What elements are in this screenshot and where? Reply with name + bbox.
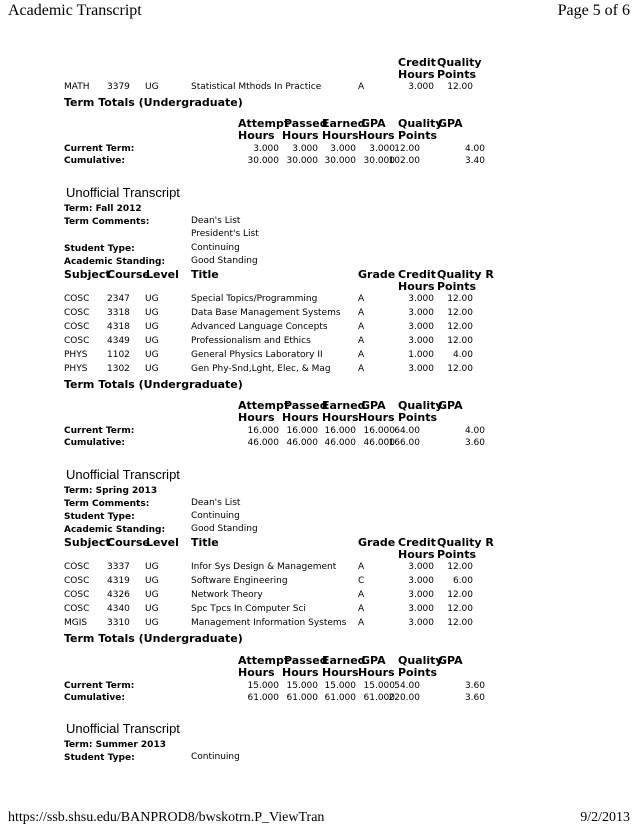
student-type-value: Continuing <box>191 752 240 762</box>
course-number: 4340 <box>107 604 130 614</box>
gpa-hours: 16.000 <box>363 426 395 436</box>
col-earned: Earned <box>322 654 366 667</box>
col-points: Points <box>437 548 477 561</box>
col-header-points: Points <box>437 68 477 81</box>
quality-points: 54.00 <box>394 681 420 691</box>
col-quality: Quality <box>398 399 443 412</box>
course-level: UG <box>145 590 159 600</box>
gpa-hours: 3.000 <box>369 144 395 154</box>
course-grade: A <box>358 322 365 332</box>
course-title: Network Theory <box>191 590 263 600</box>
page-header-title: Academic Transcript <box>8 2 142 19</box>
course-number: 4349 <box>107 336 130 346</box>
attempt-hours: 3.000 <box>253 144 279 154</box>
course-grade: A <box>358 308 365 318</box>
course-credit: 3.000 <box>408 308 434 318</box>
passed-hours: 30.000 <box>286 156 318 166</box>
course-grade: A <box>358 562 365 572</box>
term-totals-heading: Term Totals (Undergraduate) <box>64 96 243 109</box>
earned-hours: 46.000 <box>324 438 356 448</box>
course-credit: 3.000 <box>408 322 434 332</box>
earned-hours: 3.000 <box>330 144 356 154</box>
course-grade: A <box>358 364 365 374</box>
quality-points: 166.00 <box>388 438 420 448</box>
course-title: Infor Sys Design & Management <box>191 562 337 572</box>
passed-hours: 61.000 <box>286 693 318 703</box>
col-hours: Hours <box>282 411 319 424</box>
col-gpa-final: GPA <box>438 117 463 130</box>
section-heading: Unofficial Transcript <box>66 467 180 482</box>
col-hours: Hours <box>358 129 395 142</box>
course-number: 1302 <box>107 364 130 374</box>
col-quality: Quality <box>398 117 443 130</box>
passed-hours: 16.000 <box>286 426 318 436</box>
gpa-value: 3.60 <box>464 438 485 448</box>
gpa-value: 3.40 <box>464 156 485 166</box>
page-footer-date: 9/2/2013 <box>580 810 630 825</box>
quality-points: 64.00 <box>394 426 420 436</box>
col-title: Title <box>191 536 219 549</box>
course-number: 4326 <box>107 590 130 600</box>
col-course: Course <box>107 536 150 549</box>
course-quality: 12.00 <box>447 364 473 374</box>
quality-points: 102.00 <box>388 156 420 166</box>
course-subject: COSC <box>64 308 90 318</box>
col-credit: Credit <box>398 536 436 549</box>
course-quality: 12.00 <box>447 308 473 318</box>
course-subject: COSC <box>64 604 90 614</box>
course-level: UG <box>145 322 159 332</box>
col-passed: Passed <box>284 399 328 412</box>
gpa-hours: 61.000 <box>363 693 395 703</box>
course-grade: A <box>358 604 365 614</box>
col-gpa: GPA <box>361 399 386 412</box>
student-type-label: Student Type: <box>64 244 135 254</box>
col-quality-r: Quality R <box>437 536 494 549</box>
col-hours: Hours <box>322 129 359 142</box>
col-earned: Earned <box>322 117 366 130</box>
term-name: Term: Fall 2012 <box>64 204 142 214</box>
col-quality: Quality <box>398 654 443 667</box>
course-credit: 3.000 <box>408 576 434 586</box>
student-type-value: Continuing <box>191 243 240 253</box>
student-type-value: Continuing <box>191 511 240 521</box>
course-level: UG <box>145 350 159 360</box>
course-title: Statistical Mthods In Practice <box>191 82 322 92</box>
course-level: UG <box>145 336 159 346</box>
gpa-hours: 15.000 <box>363 681 395 691</box>
quality-points: 220.00 <box>388 693 420 703</box>
course-grade: A <box>358 618 365 628</box>
col-course: Course <box>107 268 150 281</box>
section-heading: Unofficial Transcript <box>66 185 180 200</box>
academic-standing-label: Academic Standing: <box>64 525 166 535</box>
course-credit: 3.000 <box>408 590 434 600</box>
course-title: Gen Phy-Snd,Lght, Elec, & Mag <box>191 364 331 374</box>
course-title: Special Topics/Programming <box>191 294 318 304</box>
col-attempt: Attempt <box>238 117 290 130</box>
course-quality: 12.00 <box>447 562 473 572</box>
course-title: Professionalism and Ethics <box>191 336 311 346</box>
course-grade: A <box>358 82 365 92</box>
passed-hours: 15.000 <box>286 681 318 691</box>
course-number: 3318 <box>107 308 130 318</box>
course-credit: 3.000 <box>408 618 434 628</box>
term-name: Term: Spring 2013 <box>64 486 158 496</box>
course-quality: 12.00 <box>447 604 473 614</box>
course-number: 3310 <box>107 618 130 628</box>
col-gpa: GPA <box>361 117 386 130</box>
current-term-label: Current Term: <box>64 426 135 436</box>
col-hours: Hours <box>398 280 435 293</box>
passed-hours: 3.000 <box>292 144 318 154</box>
course-level: UG <box>145 576 159 586</box>
course-title: Spc Tpcs In Computer Sci <box>191 604 306 614</box>
course-subject: PHYS <box>64 350 88 360</box>
course-number: 3337 <box>107 562 130 572</box>
term-comments-label: Term Comments: <box>64 499 150 509</box>
earned-hours: 15.000 <box>324 681 356 691</box>
term-comments-label: Term Comments: <box>64 217 150 227</box>
col-title: Title <box>191 268 219 281</box>
course-subject: COSC <box>64 322 90 332</box>
section-heading: Unofficial Transcript <box>66 721 180 736</box>
course-subject: MATH <box>64 82 90 92</box>
course-number: 4318 <box>107 322 130 332</box>
term-comment: Dean's List <box>191 498 241 508</box>
course-level: UG <box>145 82 159 92</box>
course-number: 2347 <box>107 294 130 304</box>
cumulative-label: Cumulative: <box>64 156 125 166</box>
col-points: Points <box>398 666 438 679</box>
course-quality: 12.00 <box>447 82 473 92</box>
col-quality-r: Quality R <box>437 268 494 281</box>
course-quality: 12.00 <box>447 294 473 304</box>
col-hours: Hours <box>322 411 359 424</box>
attempt-hours: 46.000 <box>247 438 279 448</box>
academic-standing-label: Academic Standing: <box>64 257 166 267</box>
course-level: UG <box>145 562 159 572</box>
earned-hours: 16.000 <box>324 426 356 436</box>
cumulative-label: Cumulative: <box>64 693 125 703</box>
col-subject: Subject <box>64 536 111 549</box>
gpa-value: 4.00 <box>464 426 485 436</box>
course-credit: 3.000 <box>408 364 434 374</box>
col-level: Level <box>146 268 179 281</box>
course-credit: 3.000 <box>408 82 434 92</box>
page-footer-url[interactable]: https://ssb.shsu.edu/BANPROD8/bwskotrn.P_ViewTran <box>8 810 325 825</box>
course-subject: COSC <box>64 336 90 346</box>
gpa-value: 4.00 <box>464 144 485 154</box>
term-comment: Dean's List <box>191 216 241 226</box>
student-type-label: Student Type: <box>64 512 135 522</box>
col-header-credit: Credit <box>398 56 436 69</box>
col-earned: Earned <box>322 399 366 412</box>
student-type-label: Student Type: <box>64 753 135 763</box>
course-quality: 12.00 <box>447 590 473 600</box>
course-subject: COSC <box>64 562 90 572</box>
course-number: 3379 <box>107 82 130 92</box>
attempt-hours: 15.000 <box>247 681 279 691</box>
course-quality: 12.00 <box>447 618 473 628</box>
course-credit: 3.000 <box>408 336 434 346</box>
passed-hours: 46.000 <box>286 438 318 448</box>
course-title: Data Base Management Systems <box>191 308 341 318</box>
course-quality: 4.00 <box>452 350 473 360</box>
col-points: Points <box>437 280 477 293</box>
page-number: Page 5 of 6 <box>557 2 630 19</box>
col-passed: Passed <box>284 117 328 130</box>
col-attempt: Attempt <box>238 399 290 412</box>
course-grade: C <box>358 576 365 586</box>
course-subject: COSC <box>64 590 90 600</box>
col-hours: Hours <box>358 411 395 424</box>
col-hours: Hours <box>322 666 359 679</box>
earned-hours: 30.000 <box>324 156 356 166</box>
col-credit: Credit <box>398 268 436 281</box>
academic-standing-value: Good Standing <box>191 256 258 266</box>
course-title: General Physics Laboratory II <box>191 350 323 360</box>
course-number: 4319 <box>107 576 130 586</box>
col-subject: Subject <box>64 268 111 281</box>
course-subject: MGIS <box>64 618 88 628</box>
course-level: UG <box>145 604 159 614</box>
term-comment: President's List <box>191 229 259 239</box>
term-totals-heading: Term Totals (Undergraduate) <box>64 632 243 645</box>
current-term-label: Current Term: <box>64 144 135 154</box>
course-title: Advanced Language Concepts <box>191 322 328 332</box>
course-subject: COSC <box>64 576 90 586</box>
col-hours: Hours <box>282 666 319 679</box>
term-totals-heading: Term Totals (Undergraduate) <box>64 378 243 391</box>
course-title: Software Engineering <box>191 576 288 586</box>
course-subject: COSC <box>64 294 90 304</box>
cumulative-label: Cumulative: <box>64 438 125 448</box>
course-level: UG <box>145 364 159 374</box>
col-hours: Hours <box>282 129 319 142</box>
col-grade: Grade <box>358 536 396 549</box>
course-credit: 3.000 <box>408 604 434 614</box>
col-hours: Hours <box>238 666 275 679</box>
col-header-hours: Hours <box>398 68 435 81</box>
quality-points: 12.00 <box>394 144 420 154</box>
col-grade: Grade <box>358 268 396 281</box>
earned-hours: 61.000 <box>324 693 356 703</box>
course-grade: A <box>358 294 365 304</box>
course-level: UG <box>145 618 159 628</box>
course-level: UG <box>145 308 159 318</box>
course-level: UG <box>145 294 159 304</box>
col-level: Level <box>146 536 179 549</box>
col-points: Points <box>398 129 438 142</box>
course-quality: 6.00 <box>452 576 473 586</box>
col-gpa: GPA <box>361 654 386 667</box>
col-hours: Hours <box>358 666 395 679</box>
academic-standing-value: Good Standing <box>191 524 258 534</box>
col-gpa-final: GPA <box>438 399 463 412</box>
col-hours: Hours <box>238 411 275 424</box>
course-quality: 12.00 <box>447 336 473 346</box>
col-hours: Hours <box>238 129 275 142</box>
course-title: Management Information Systems <box>191 618 347 628</box>
current-term-label: Current Term: <box>64 681 135 691</box>
gpa-hours: 30.000 <box>363 156 395 166</box>
col-points: Points <box>398 411 438 424</box>
course-credit: 3.000 <box>408 294 434 304</box>
gpa-hours: 46.000 <box>363 438 395 448</box>
col-passed: Passed <box>284 654 328 667</box>
col-attempt: Attempt <box>238 654 290 667</box>
course-credit: 3.000 <box>408 562 434 572</box>
course-subject: PHYS <box>64 364 88 374</box>
gpa-value: 3.60 <box>464 693 485 703</box>
course-credit: 1.000 <box>408 350 434 360</box>
gpa-value: 3.60 <box>464 681 485 691</box>
term-name: Term: Summer 2013 <box>64 740 166 750</box>
course-number: 1102 <box>107 350 130 360</box>
course-grade: A <box>358 336 365 346</box>
course-grade: A <box>358 590 365 600</box>
col-header-quality: Quality <box>437 56 482 69</box>
attempt-hours: 30.000 <box>247 156 279 166</box>
course-grade: A <box>358 350 365 360</box>
col-hours: Hours <box>398 548 435 561</box>
attempt-hours: 16.000 <box>247 426 279 436</box>
col-gpa-final: GPA <box>438 654 463 667</box>
course-quality: 12.00 <box>447 322 473 332</box>
attempt-hours: 61.000 <box>247 693 279 703</box>
